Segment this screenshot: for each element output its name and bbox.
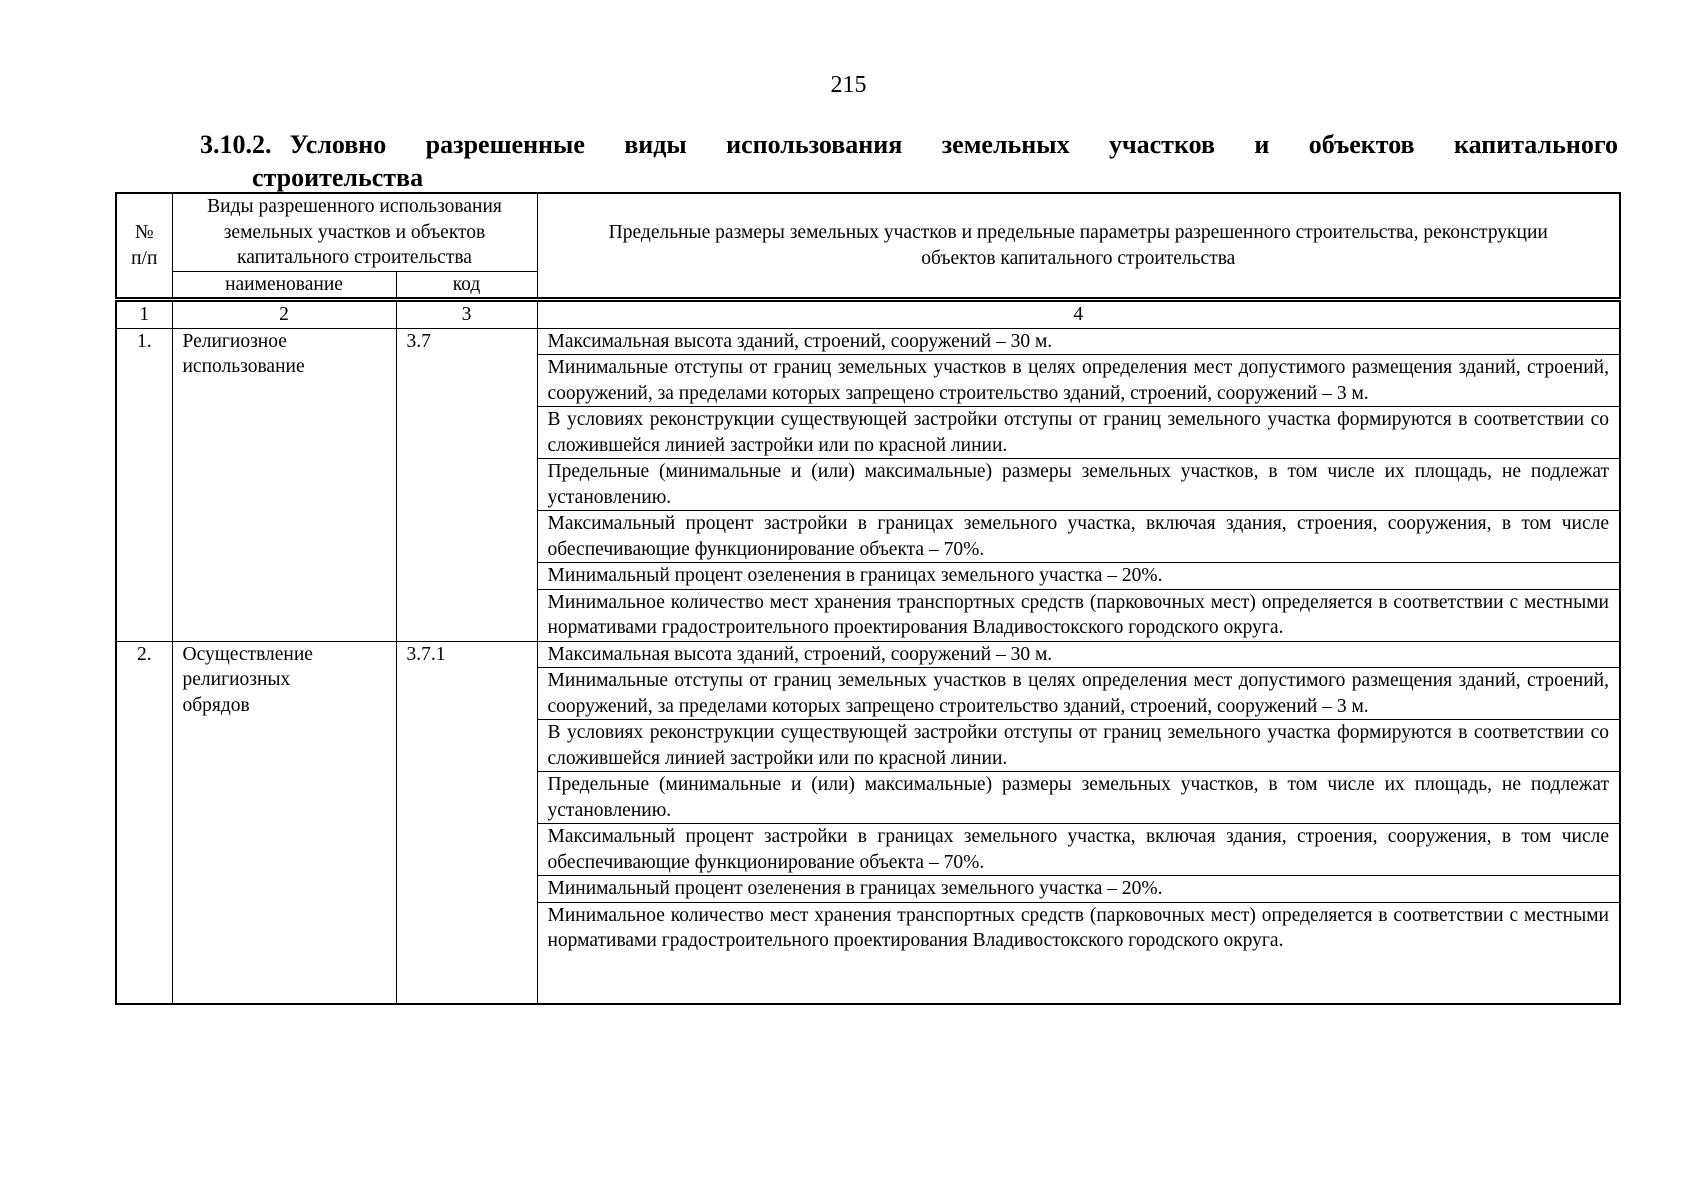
param-cell: Максимальный процент застройки в границах земельного участка, включая здания, строения, сооружения, в том числе обеспечивающие функционирование объекта – 70%. (537, 824, 1620, 876)
header-num-col: № п/п (116, 193, 172, 298)
row-number: 1. (116, 328, 172, 641)
row-name: Осуществление религиозных обрядов (172, 641, 396, 1004)
param-cell: Предельные (минимальные и (или) максимальные) размеры земельных участков, в том числе их площадь, не подлежат установлению. (537, 459, 1620, 511)
param-cell: В условиях реконструкции существующей застройки отступы от границ земельного участка формируются в соответствии со сложившейся линией застройки или по красной линии. (537, 407, 1620, 459)
section-heading (200, 128, 1618, 194)
param-cell: В условиях реконструкции существующей застройки отступы от границ земельного участка формируются в соответствии со сложившейся линией застройки или по красной линии. (537, 720, 1620, 772)
param-cell: Минимальный процент озеленения в границах земельного участка – 20%. (537, 876, 1620, 903)
row-name: Религиозное использование (172, 328, 396, 641)
row-number: 2. (116, 641, 172, 1004)
param-cell: Минимальное количество мест хранения транспортных средств (парковочных мест) определяется в соответствии с местными нормативами градостроительного проектирования Владивостокского городского округа. (537, 589, 1620, 641)
row-code: 3.7 (396, 328, 537, 641)
page-number: 215 (830, 72, 867, 98)
param-cell: Минимальные отступы от границ земельных участков в целях определения мест допустимого размещения зданий, строений, сооружений, за пределами которых запрещено строительство зданий, строений, сооружений – 3 м. (537, 668, 1620, 720)
row-code: 3.7.1 (396, 641, 537, 1004)
param-cell: Минимальное количество мест хранения транспортных средств (парковочных мест) определяется в соответствии с местными нормативами градостроительного проектирования Владивостокского городского округа. (537, 902, 1620, 1004)
table-header (115, 192, 1621, 299)
column-number: 2 (172, 301, 396, 328)
header-name-col: наименование (172, 271, 396, 298)
param-cell: Максимальная высота зданий, строений, сооружений – 30 м. (537, 641, 1620, 668)
column-number: 3 (396, 301, 537, 328)
param-cell: Максимальная высота зданий, строений, сооружений – 30 м. (537, 328, 1620, 355)
table-body (115, 300, 1621, 1005)
table-row (116, 641, 1620, 668)
section-title-line2: строительства (252, 163, 424, 192)
column-number: 4 (537, 301, 1620, 328)
column-number: 1 (116, 301, 172, 328)
param-cell: Минимальный процент озеленения в границах земельного участка – 20%. (537, 563, 1620, 590)
section-title-line1: Условно разрешенные виды использования земельных участков и объектов капитального (289, 130, 1618, 159)
section-heading-line1 (200, 128, 1618, 161)
param-cell: Максимальный процент застройки в границах земельного участка, включая здания, строения, сооружения, в том числе обеспечивающие функционирование объекта – 70%. (537, 511, 1620, 563)
header-limits-col: Предельные размеры земельных участков и предельные параметры разрешенного строительства, реконструкции объектов капитального строительства (537, 193, 1620, 298)
header-types-group: Виды разрешенного использования земельных участков и объектов капитального строительства (172, 193, 537, 271)
header-code-col: код (396, 271, 537, 298)
column-numbers-row (116, 301, 1620, 328)
table-row (116, 328, 1620, 355)
section-number: 3.10.2. (200, 130, 272, 159)
param-cell: Предельные (минимальные и (или) максимальные) размеры земельных участков, в том числе их площадь, не подлежат установлению. (537, 772, 1620, 824)
param-cell: Минимальные отступы от границ земельных участков в целях определения мест допустимого размещения зданий, строений, сооружений, за пределами которых запрещено строительство зданий, строений, сооружений – 3 м. (537, 355, 1620, 407)
